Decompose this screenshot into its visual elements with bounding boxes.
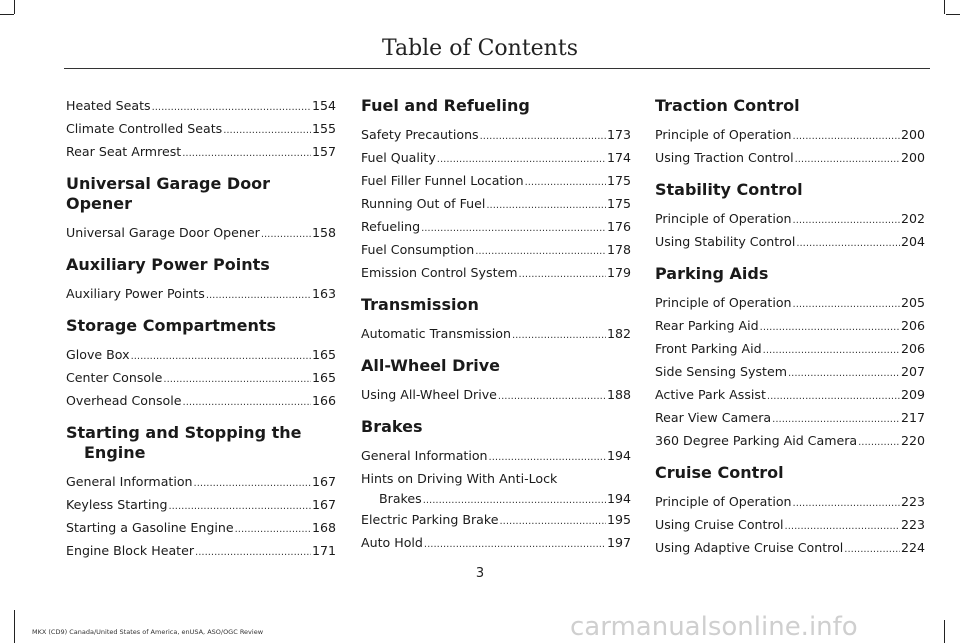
entry-title: Safety Precautions xyxy=(361,127,479,142)
toc-entry[interactable] xyxy=(66,391,336,414)
entry-title: Using Cruise Control xyxy=(655,517,784,532)
entry-page: 173 xyxy=(606,127,631,142)
toc-entry[interactable] xyxy=(655,232,925,255)
entry-page: 175 xyxy=(606,173,631,188)
section-heading: Fuel and Refueling xyxy=(361,96,530,115)
entry-title: Universal Garage Door Opener xyxy=(66,225,260,240)
entry-page: 217 xyxy=(900,410,925,425)
dot-leader xyxy=(858,433,900,453)
dot-leader xyxy=(421,219,606,239)
dot-leader xyxy=(512,326,606,346)
entry-page: 188 xyxy=(606,387,631,402)
entry-page: 165 xyxy=(311,370,336,385)
entry-title: Principle of Operation xyxy=(655,211,792,226)
title-divider xyxy=(64,68,930,69)
entry-title: Hints on Driving With Anti-Lock xyxy=(361,471,558,486)
crop-mark xyxy=(944,620,945,643)
dot-leader xyxy=(767,387,900,407)
section-heading: Stability Control xyxy=(655,180,803,199)
dot-leader xyxy=(480,127,606,147)
dot-leader xyxy=(437,150,606,170)
entry-page: 166 xyxy=(311,393,336,408)
watermark: carmanualsonline.info xyxy=(570,612,858,642)
entry-title: Rear View Camera xyxy=(655,410,772,425)
toc-entry[interactable] xyxy=(361,469,631,510)
toc-entry[interactable] xyxy=(361,240,631,263)
footer-text: MKX (CD9) Canada/United States of America, enUSA, ASO/OGC Review xyxy=(32,628,264,636)
entry-page: 157 xyxy=(311,144,336,159)
entry-title: Using All-Wheel Drive xyxy=(361,387,497,402)
dot-leader xyxy=(525,173,606,193)
entry-title: Auto Hold xyxy=(361,535,423,550)
section-heading: Transmission xyxy=(361,295,479,314)
dot-leader xyxy=(795,150,900,170)
entry-title: General Information xyxy=(361,448,488,463)
entry-title: Center Console xyxy=(66,370,163,385)
dot-leader xyxy=(793,211,900,231)
entry-title: Fuel Quality xyxy=(361,150,436,165)
entry-title: Automatic Transmission xyxy=(361,326,511,341)
dot-leader xyxy=(168,497,311,517)
crop-mark xyxy=(14,610,15,643)
entry-title: 360 Degree Parking Aid Camera xyxy=(655,433,858,448)
toc-entry[interactable] xyxy=(655,293,925,316)
toc-entry[interactable] xyxy=(655,125,925,148)
toc-entry[interactable] xyxy=(361,385,631,408)
entry-title: Brakes xyxy=(379,491,422,506)
dot-leader xyxy=(195,543,311,563)
entry-title: Using Stability Control xyxy=(655,234,796,249)
section-heading: Parking Aids xyxy=(655,264,769,283)
dot-leader xyxy=(424,535,606,555)
toc-column-1 xyxy=(66,96,336,564)
page-number: 3 xyxy=(475,566,485,581)
entry-page: 206 xyxy=(900,341,925,356)
dot-leader xyxy=(235,520,311,540)
toc-entry[interactable] xyxy=(655,431,925,454)
toc-column-2 xyxy=(361,96,631,556)
entry-page: 223 xyxy=(900,494,925,509)
toc-entry[interactable] xyxy=(66,119,336,142)
dot-leader xyxy=(519,265,606,285)
toc-entry[interactable] xyxy=(655,385,925,408)
entry-page: 154 xyxy=(311,98,336,113)
entry-title: Principle of Operation xyxy=(655,494,792,509)
entry-title: Using Traction Control xyxy=(655,150,794,165)
toc-entry[interactable] xyxy=(361,217,631,240)
entry-title: Principle of Operation xyxy=(655,295,792,310)
entry-title: Emission Control System xyxy=(361,265,518,280)
toc-entry[interactable] xyxy=(361,533,631,556)
entry-title: Starting a Gasoline Engine xyxy=(66,520,234,535)
entry-page: 167 xyxy=(311,497,336,512)
section-heading xyxy=(66,423,336,463)
toc-entry[interactable] xyxy=(66,518,336,541)
entry-title: Climate Controlled Seats xyxy=(66,121,223,136)
toc-entry[interactable] xyxy=(66,472,336,495)
dot-leader xyxy=(844,540,900,560)
dot-leader xyxy=(194,474,311,494)
section-heading: All-Wheel Drive xyxy=(361,356,501,375)
dot-leader xyxy=(206,286,311,306)
crop-mark xyxy=(946,14,960,15)
section-heading: Auxiliary Power Points xyxy=(66,255,270,274)
toc-column-3 xyxy=(655,96,925,561)
dot-leader xyxy=(500,512,606,532)
toc-entry[interactable] xyxy=(66,541,336,564)
entry-title: Engine Block Heater xyxy=(66,543,195,558)
entry-page: 167 xyxy=(311,474,336,489)
crop-mark xyxy=(0,14,14,15)
dot-leader xyxy=(793,295,900,315)
entry-title: Rear Seat Armrest xyxy=(66,144,182,159)
entry-title: Heated Seats xyxy=(66,98,151,113)
entry-title: Active Park Assist xyxy=(655,387,766,402)
dot-leader xyxy=(182,144,311,164)
entry-title: Using Adaptive Cruise Control xyxy=(655,540,844,555)
toc-entry[interactable] xyxy=(361,510,631,533)
section-heading: Traction Control xyxy=(655,96,800,115)
entry-page: 174 xyxy=(606,150,631,165)
entry-page: 195 xyxy=(606,512,631,527)
entry-title: Running Out of Fuel xyxy=(361,196,486,211)
toc-entry[interactable] xyxy=(361,125,631,148)
entry-page: 223 xyxy=(900,517,925,532)
entry-title: Principle of Operation xyxy=(655,127,792,142)
entry-page: 155 xyxy=(311,121,336,136)
dot-leader xyxy=(793,127,900,147)
entry-page: 179 xyxy=(606,265,631,280)
entry-title: Overhead Console xyxy=(66,393,182,408)
toc-entry[interactable] xyxy=(655,538,925,561)
toc-entry[interactable] xyxy=(655,209,925,232)
entry-title: Glove Box xyxy=(66,347,130,362)
dot-leader xyxy=(772,410,900,430)
toc-entry[interactable] xyxy=(66,345,336,368)
toc-entry[interactable] xyxy=(361,446,631,469)
toc-entry[interactable] xyxy=(655,339,925,362)
toc-entry[interactable] xyxy=(361,148,631,171)
dot-leader xyxy=(489,448,606,468)
dot-leader xyxy=(486,196,606,216)
entry-page: 220 xyxy=(900,433,925,448)
entry-page: 209 xyxy=(900,387,925,402)
toc-entry[interactable] xyxy=(655,362,925,385)
dot-leader xyxy=(763,341,900,361)
toc-entry[interactable] xyxy=(66,495,336,518)
entry-page: 176 xyxy=(606,219,631,234)
dot-leader xyxy=(475,242,606,262)
entry-page: 197 xyxy=(606,535,631,550)
toc-entry[interactable] xyxy=(66,96,336,119)
dot-leader xyxy=(261,225,311,245)
dot-leader xyxy=(793,494,900,514)
entry-title: Front Parking Aid xyxy=(655,341,762,356)
entry-title: Electric Parking Brake xyxy=(361,512,499,527)
page-title: Table of Contents xyxy=(381,36,578,61)
entry-title: Auxiliary Power Points xyxy=(66,286,205,301)
toc-entry[interactable] xyxy=(655,515,925,538)
entry-page: 194 xyxy=(606,448,631,463)
dot-leader xyxy=(760,318,900,338)
entry-page: 194 xyxy=(606,491,631,506)
toc-entry[interactable] xyxy=(361,194,631,217)
entry-page: 178 xyxy=(606,242,631,257)
entry-page: 171 xyxy=(311,543,336,558)
entry-page: 202 xyxy=(900,211,925,226)
crop-mark xyxy=(14,0,15,14)
toc-entry[interactable] xyxy=(66,223,336,246)
entry-title: Fuel Consumption xyxy=(361,242,475,257)
toc-entry[interactable] xyxy=(655,148,925,171)
entry-page: 224 xyxy=(900,540,925,555)
entry-title: Fuel Filler Funnel Location xyxy=(361,173,524,188)
toc-entry[interactable] xyxy=(361,171,631,194)
toc-entry[interactable] xyxy=(655,408,925,431)
toc-entry[interactable] xyxy=(66,142,336,165)
dot-leader xyxy=(152,98,311,118)
toc-entry[interactable] xyxy=(361,263,631,286)
entry-page: 163 xyxy=(311,286,336,301)
entry-page: 205 xyxy=(900,295,925,310)
dot-leader xyxy=(163,370,311,390)
entry-title: General Information xyxy=(66,474,193,489)
entry-page: 200 xyxy=(900,150,925,165)
dot-leader xyxy=(788,364,900,384)
dot-leader xyxy=(423,491,606,511)
toc-entry[interactable] xyxy=(66,368,336,391)
toc-entry[interactable] xyxy=(361,324,631,347)
dot-leader xyxy=(785,517,900,537)
dot-leader xyxy=(796,234,900,254)
section-heading: Storage Compartments xyxy=(66,316,277,335)
entry-title: Side Sensing System xyxy=(655,364,787,379)
entry-page: 206 xyxy=(900,318,925,333)
dot-leader xyxy=(183,393,311,413)
entry-page: 207 xyxy=(900,364,925,379)
entry-page: 182 xyxy=(606,326,631,341)
heading-line: Starting and Stopping the xyxy=(66,423,302,442)
dot-leader xyxy=(498,387,606,407)
entry-title: Rear Parking Aid xyxy=(655,318,759,333)
toc-entry[interactable] xyxy=(655,316,925,339)
entry-page: 204 xyxy=(900,234,925,249)
toc-entry[interactable] xyxy=(655,492,925,515)
heading-line: Engine xyxy=(84,443,146,462)
entry-page: 165 xyxy=(311,347,336,362)
entry-page: 200 xyxy=(900,127,925,142)
entry-title: Keyless Starting xyxy=(66,497,168,512)
section-heading: Brakes xyxy=(361,417,423,436)
section-heading: Universal Garage Door Opener xyxy=(66,174,271,213)
entry-page: 158 xyxy=(311,225,336,240)
entry-page: 175 xyxy=(606,196,631,211)
entry-title: Refueling xyxy=(361,219,421,234)
dot-leader xyxy=(131,347,311,367)
crop-mark xyxy=(944,0,945,14)
dot-leader xyxy=(223,121,311,141)
section-heading: Cruise Control xyxy=(655,463,784,482)
entry-page: 168 xyxy=(311,520,336,535)
toc-entry[interactable] xyxy=(66,284,336,307)
